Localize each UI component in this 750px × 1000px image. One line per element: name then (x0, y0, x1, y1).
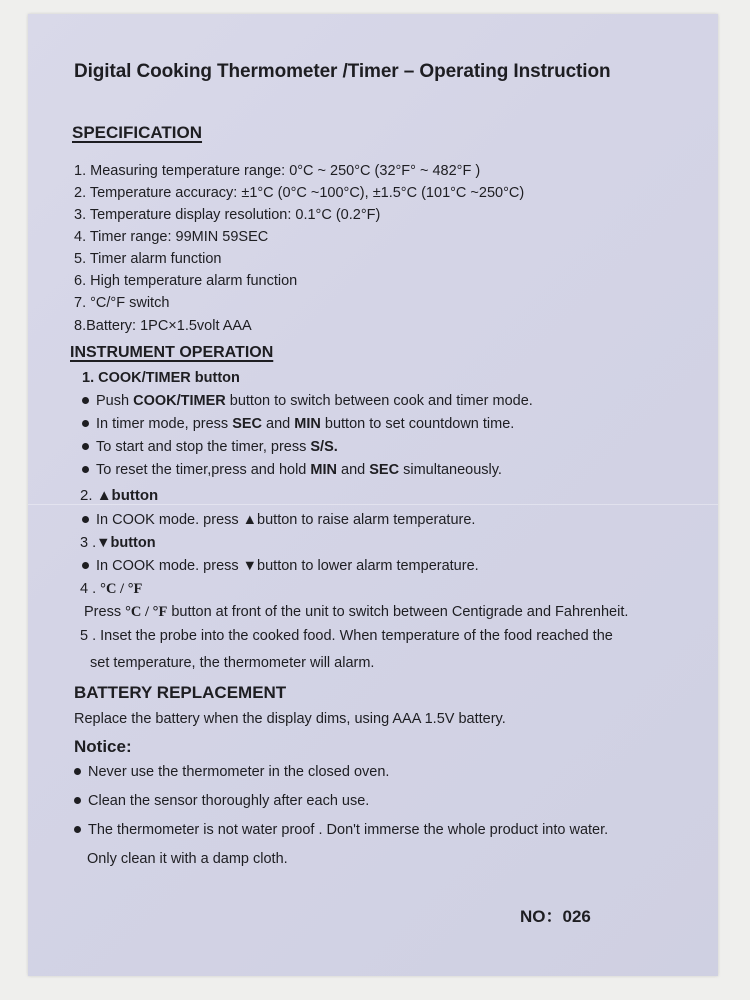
section-number: 4 . (80, 581, 101, 597)
unit-switch-section-title (80, 582, 142, 597)
notice-item: The thermometer is not water proof . Don't immerse the whole product into water. (74, 823, 608, 838)
text: In timer mode, press (96, 416, 233, 432)
down-arrow-icon: ▼ (242, 558, 258, 574)
up-arrow-label: ▲button (96, 487, 159, 504)
notice-item: Never use the thermometer in the closed oven. (74, 765, 389, 780)
text: button to set countdown time. (320, 416, 515, 432)
text: In COOK mode. press (96, 558, 243, 574)
spec-item: 8.Battery: 1PC×1.5volt AAA (74, 318, 252, 334)
operation-bullet (82, 440, 338, 455)
key-label: SEC (232, 416, 263, 432)
operation-bullet (82, 394, 533, 409)
key-label: S/S. (310, 439, 338, 455)
spec-item: 6. High temperature alarm function (74, 273, 298, 289)
spec-item: 4. Timer range: 99MIN 59SEC (74, 229, 269, 245)
key-label: SEC (369, 462, 400, 478)
text: and (262, 416, 295, 432)
operation-bullet (82, 559, 479, 574)
text: In COOK mode. press (96, 512, 243, 528)
section-number: 2. (80, 487, 97, 504)
spec-item: 5. Timer alarm function (74, 251, 222, 267)
probe-instruction: 5 . Inset the probe into the cooked food. When temperature of the food reached the (80, 628, 613, 644)
spec-item: 2. Temperature accuracy: ±1°C (0°C ~100°C), ±1.5°C (101°C ~250°C) (74, 185, 525, 201)
key-label: MIN (310, 462, 337, 478)
text: button to lower alarm temperature. (257, 558, 479, 574)
notice-item-continued: Only clean it with a damp cloth. (87, 851, 288, 867)
battery-heading: BATTERY REPLACEMENT (74, 683, 287, 702)
battery-text: Replace the battery when the display dims, using AAA 1.5V battery. (74, 711, 506, 727)
unit-switch-text (84, 605, 628, 620)
operation-bullet (82, 417, 514, 432)
text: button at front of the unit to switch between Centigrade and Fahrenheit. (167, 604, 629, 620)
text: and (337, 462, 370, 478)
text: button to raise alarm temperature. (257, 512, 476, 528)
notice-heading: Notice: (74, 737, 132, 756)
text: Press (84, 604, 126, 620)
cook-timer-section-title: 1. COOK/TIMER button (82, 370, 240, 386)
instruction-sheet (28, 14, 718, 976)
spec-item: 3. Temperature display resolution: 0.1°C (0.2°F) (74, 207, 381, 223)
paper-fold (28, 504, 718, 505)
operation-bullet (82, 463, 502, 478)
key-label: °C / °F (125, 604, 168, 620)
notice-item: Clean the sensor thoroughly after each use. (74, 794, 369, 809)
specification-heading: SPECIFICATION (72, 123, 203, 142)
key-label: COOK/TIMER (133, 393, 226, 409)
spec-item: 1. Measuring temperature range: 0°C ~ 250°C (32°F° ~ 482°F ) (74, 163, 481, 179)
up-button-section-title (80, 488, 158, 503)
spec-item: 7. °C/°F switch (74, 295, 170, 311)
page-title: Digital Cooking Thermometer /Timer – Operating Instruction (74, 61, 611, 82)
text: To start and stop the timer, press (96, 439, 311, 455)
operation-bullet (82, 513, 475, 528)
key-label: MIN (294, 416, 321, 432)
unit-switch-label: °C / °F (100, 581, 143, 597)
down-button-section-title (80, 536, 156, 551)
document-number: NO：026 (520, 907, 591, 926)
instrument-operation-heading: INSTRUMENT OPERATION (70, 344, 274, 361)
section-number: 3 . (80, 535, 97, 551)
text: Push (96, 393, 134, 409)
text: button to switch between cook and timer mode. (225, 393, 533, 409)
up-arrow-icon: ▲ (242, 512, 258, 528)
probe-instruction-continued: set temperature, the thermometer will alarm. (90, 655, 375, 671)
down-arrow-label: ▼button (96, 535, 156, 551)
text: To reset the timer,press and hold (96, 462, 311, 478)
text: simultaneously. (399, 462, 502, 478)
